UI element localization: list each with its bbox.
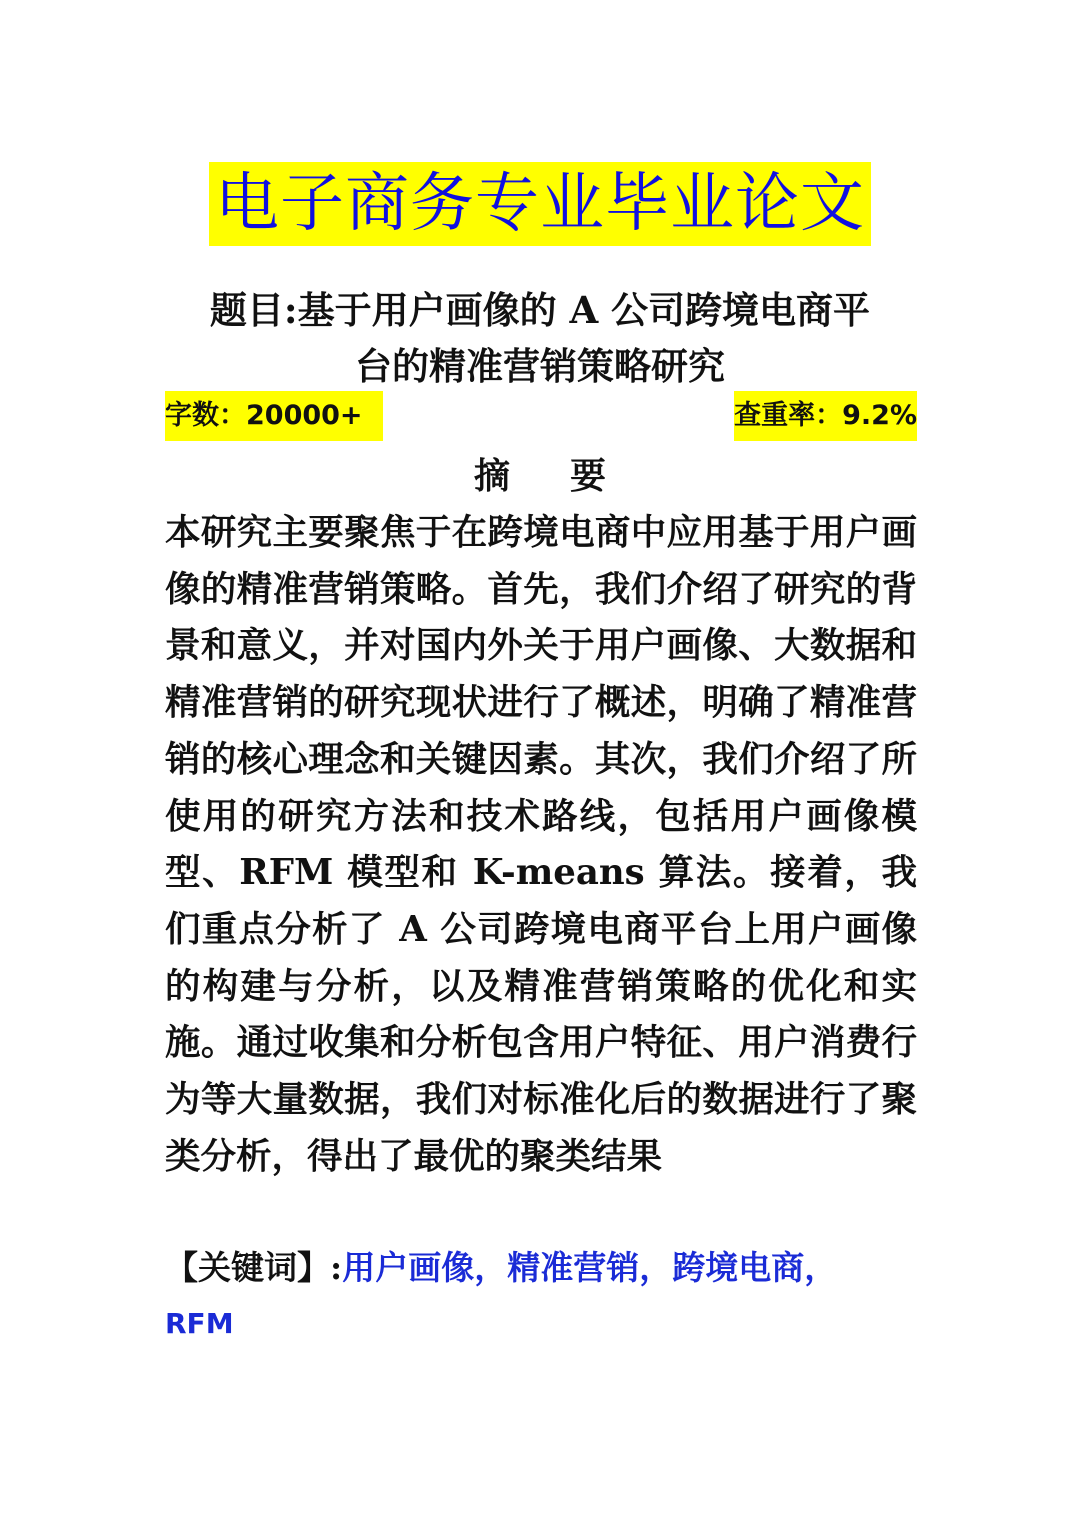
word-count-badge: 字数：20000+: [165, 391, 383, 441]
thesis-subject: [150, 282, 930, 394]
keywords-line: [165, 1240, 925, 1296]
stats-row: [165, 391, 917, 441]
abstract-heading: 摘要: [473, 455, 666, 497]
subject-line-1: 题目:基于用户画像的 A 公司跨境电商平: [209, 288, 871, 332]
keywords-label: 【关键词】: [165, 1248, 330, 1287]
title-container: [0, 162, 1080, 246]
keywords-values: 用户画像，精准营销，跨境电商，: [342, 1248, 838, 1287]
duplicate-rate-badge: 查重率：9.2%: [734, 391, 917, 441]
document-title: 电子商务专业毕业论文: [209, 162, 871, 246]
keywords-colon: :: [330, 1248, 343, 1287]
abstract-body: 本研究主要聚焦于在跨境电商中应用基于用户画像的精准营销策略。首先，我们介绍了研究的背景和意义，并对国内外关于用户画像、大数据和精准营销的研究现状进行了概述，明确了精准营销的核心理念和关键因素。其次，我们介绍了所使用的研究方法和技术路线，包括用户画像模型、RFM 模型和 K-means 算法。接着，我们重点分析了 A 公司跨境电商平台上用户画像的构建与分析，以及精准营销策略的优化和实施。通过收集和分析包含用户特征、用户消费行为等大量数据，我们对标准化后的数据进行了聚类分析，得出了最优的聚类结果: [165, 512, 917, 1177]
keyword-rfm: RFM: [165, 1307, 234, 1340]
subject-line-2: 台的精准营销策略研究: [355, 344, 725, 388]
